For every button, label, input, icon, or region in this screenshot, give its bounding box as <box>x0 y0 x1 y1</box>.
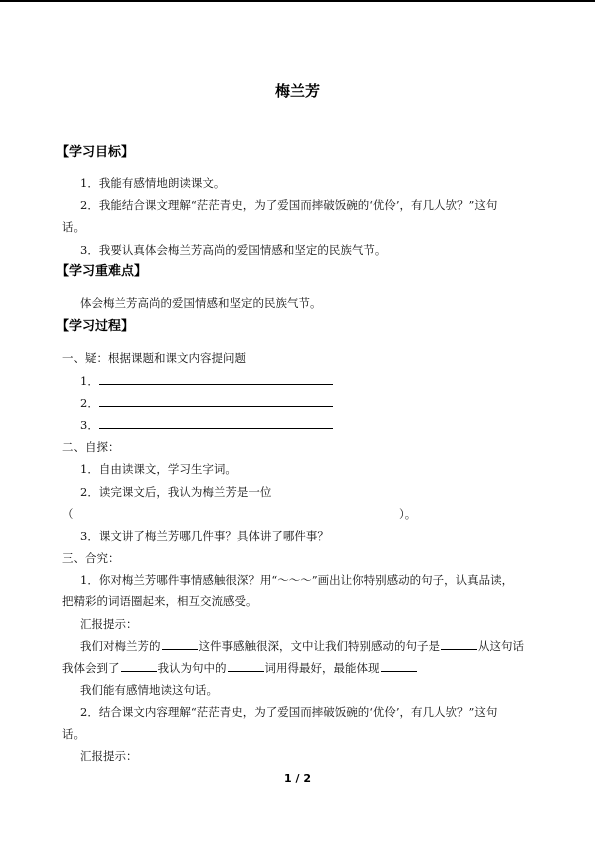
step1-title: 一、疑：根据课题和课文内容提问题 <box>62 351 246 365</box>
step2-title: 二、自探： <box>62 440 120 454</box>
step2-item-3: 3．课文讲了梅兰芳哪几件事？具体讲了哪件事？ <box>80 529 329 543</box>
paren-close: ）。 <box>399 507 417 521</box>
blank-reflect[interactable] <box>381 660 417 672</box>
top-border <box>0 0 595 2</box>
report-text-1: 我们对梅兰芳的 <box>80 639 161 653</box>
question-blank-2[interactable] <box>99 395 333 407</box>
step3-q2-line2: 话。 <box>62 727 85 741</box>
blank-sentence[interactable] <box>441 638 477 650</box>
question-line-3 <box>80 417 333 432</box>
key-text: 体会梅兰芳高尚的爱国情感和坚定的民族气节。 <box>80 296 322 310</box>
hint-label-2: 汇报提示： <box>80 749 138 763</box>
question-blank-1[interactable] <box>99 373 333 385</box>
key-heading: 【学习重难点】 <box>56 264 148 279</box>
goal-item-1: 1．我能有感情地朗读课文。 <box>80 176 226 190</box>
process-heading: 【学习过程】 <box>56 319 135 334</box>
hint-label-1: 汇报提示： <box>80 617 138 631</box>
goal-item-3: 3．我要认真体会梅兰芳高尚的爱国情感和坚定的民族气节。 <box>80 243 387 257</box>
report-line-2 <box>62 660 418 675</box>
report-text-6: 词用得最好，最能体现 <box>264 661 380 675</box>
question-label-2: 2． <box>80 396 99 410</box>
step2-item-1: 1．自由读课文，学习生字词。 <box>80 462 237 476</box>
blank-feeling[interactable] <box>121 660 157 672</box>
step3-q1-line2: 把精彩的词语圈起来，相互交流感受。 <box>62 594 258 608</box>
question-line-1 <box>80 373 333 388</box>
page-title: 梅兰芳 <box>274 82 320 100</box>
blank-event[interactable] <box>162 638 198 650</box>
answer-paren-row <box>0 507 595 521</box>
question-label-3: 3． <box>80 418 99 432</box>
goal-item-2: 2．我能结合课文理解“茫茫青史，为了爱国而摔破饭碗的‘优伶’，有几人欤？”这句 <box>80 198 498 212</box>
report-line-1 <box>80 638 524 653</box>
question-line-2 <box>80 395 333 410</box>
read-line: 我们能有感情地读这句话。 <box>80 683 218 697</box>
page-number: 1 / 2 <box>284 772 311 785</box>
step3-q2-line1: 2．结合课文内容理解“茫茫青史，为了爱国而摔破饭碗的‘优伶’，有几人欤？”这句 <box>80 705 498 719</box>
report-text-5: 我认为句中的 <box>157 661 227 675</box>
blank-word[interactable] <box>228 660 264 672</box>
report-text-4: 我体会到了 <box>62 661 120 675</box>
goals-heading: 【学习目标】 <box>56 145 135 160</box>
report-text-3: 从这句话 <box>478 639 524 653</box>
step3-q1-line1: 1．你对梅兰芳哪件事情感触很深？用“～～～”画出让你特别感动的句子，认真品读， <box>80 573 514 587</box>
goal-item-2-cont: 话。 <box>62 220 85 234</box>
question-label-1: 1． <box>80 374 99 388</box>
report-text-2: 这件事感触很深，文中让我们特别感动的句子是 <box>198 639 440 653</box>
question-blank-3[interactable] <box>99 417 333 429</box>
paren-open: （ <box>62 507 74 521</box>
step3-title: 三、合究： <box>62 551 120 565</box>
step2-item-2: 2．读完课文后，我认为梅兰芳是一位 <box>80 485 272 499</box>
